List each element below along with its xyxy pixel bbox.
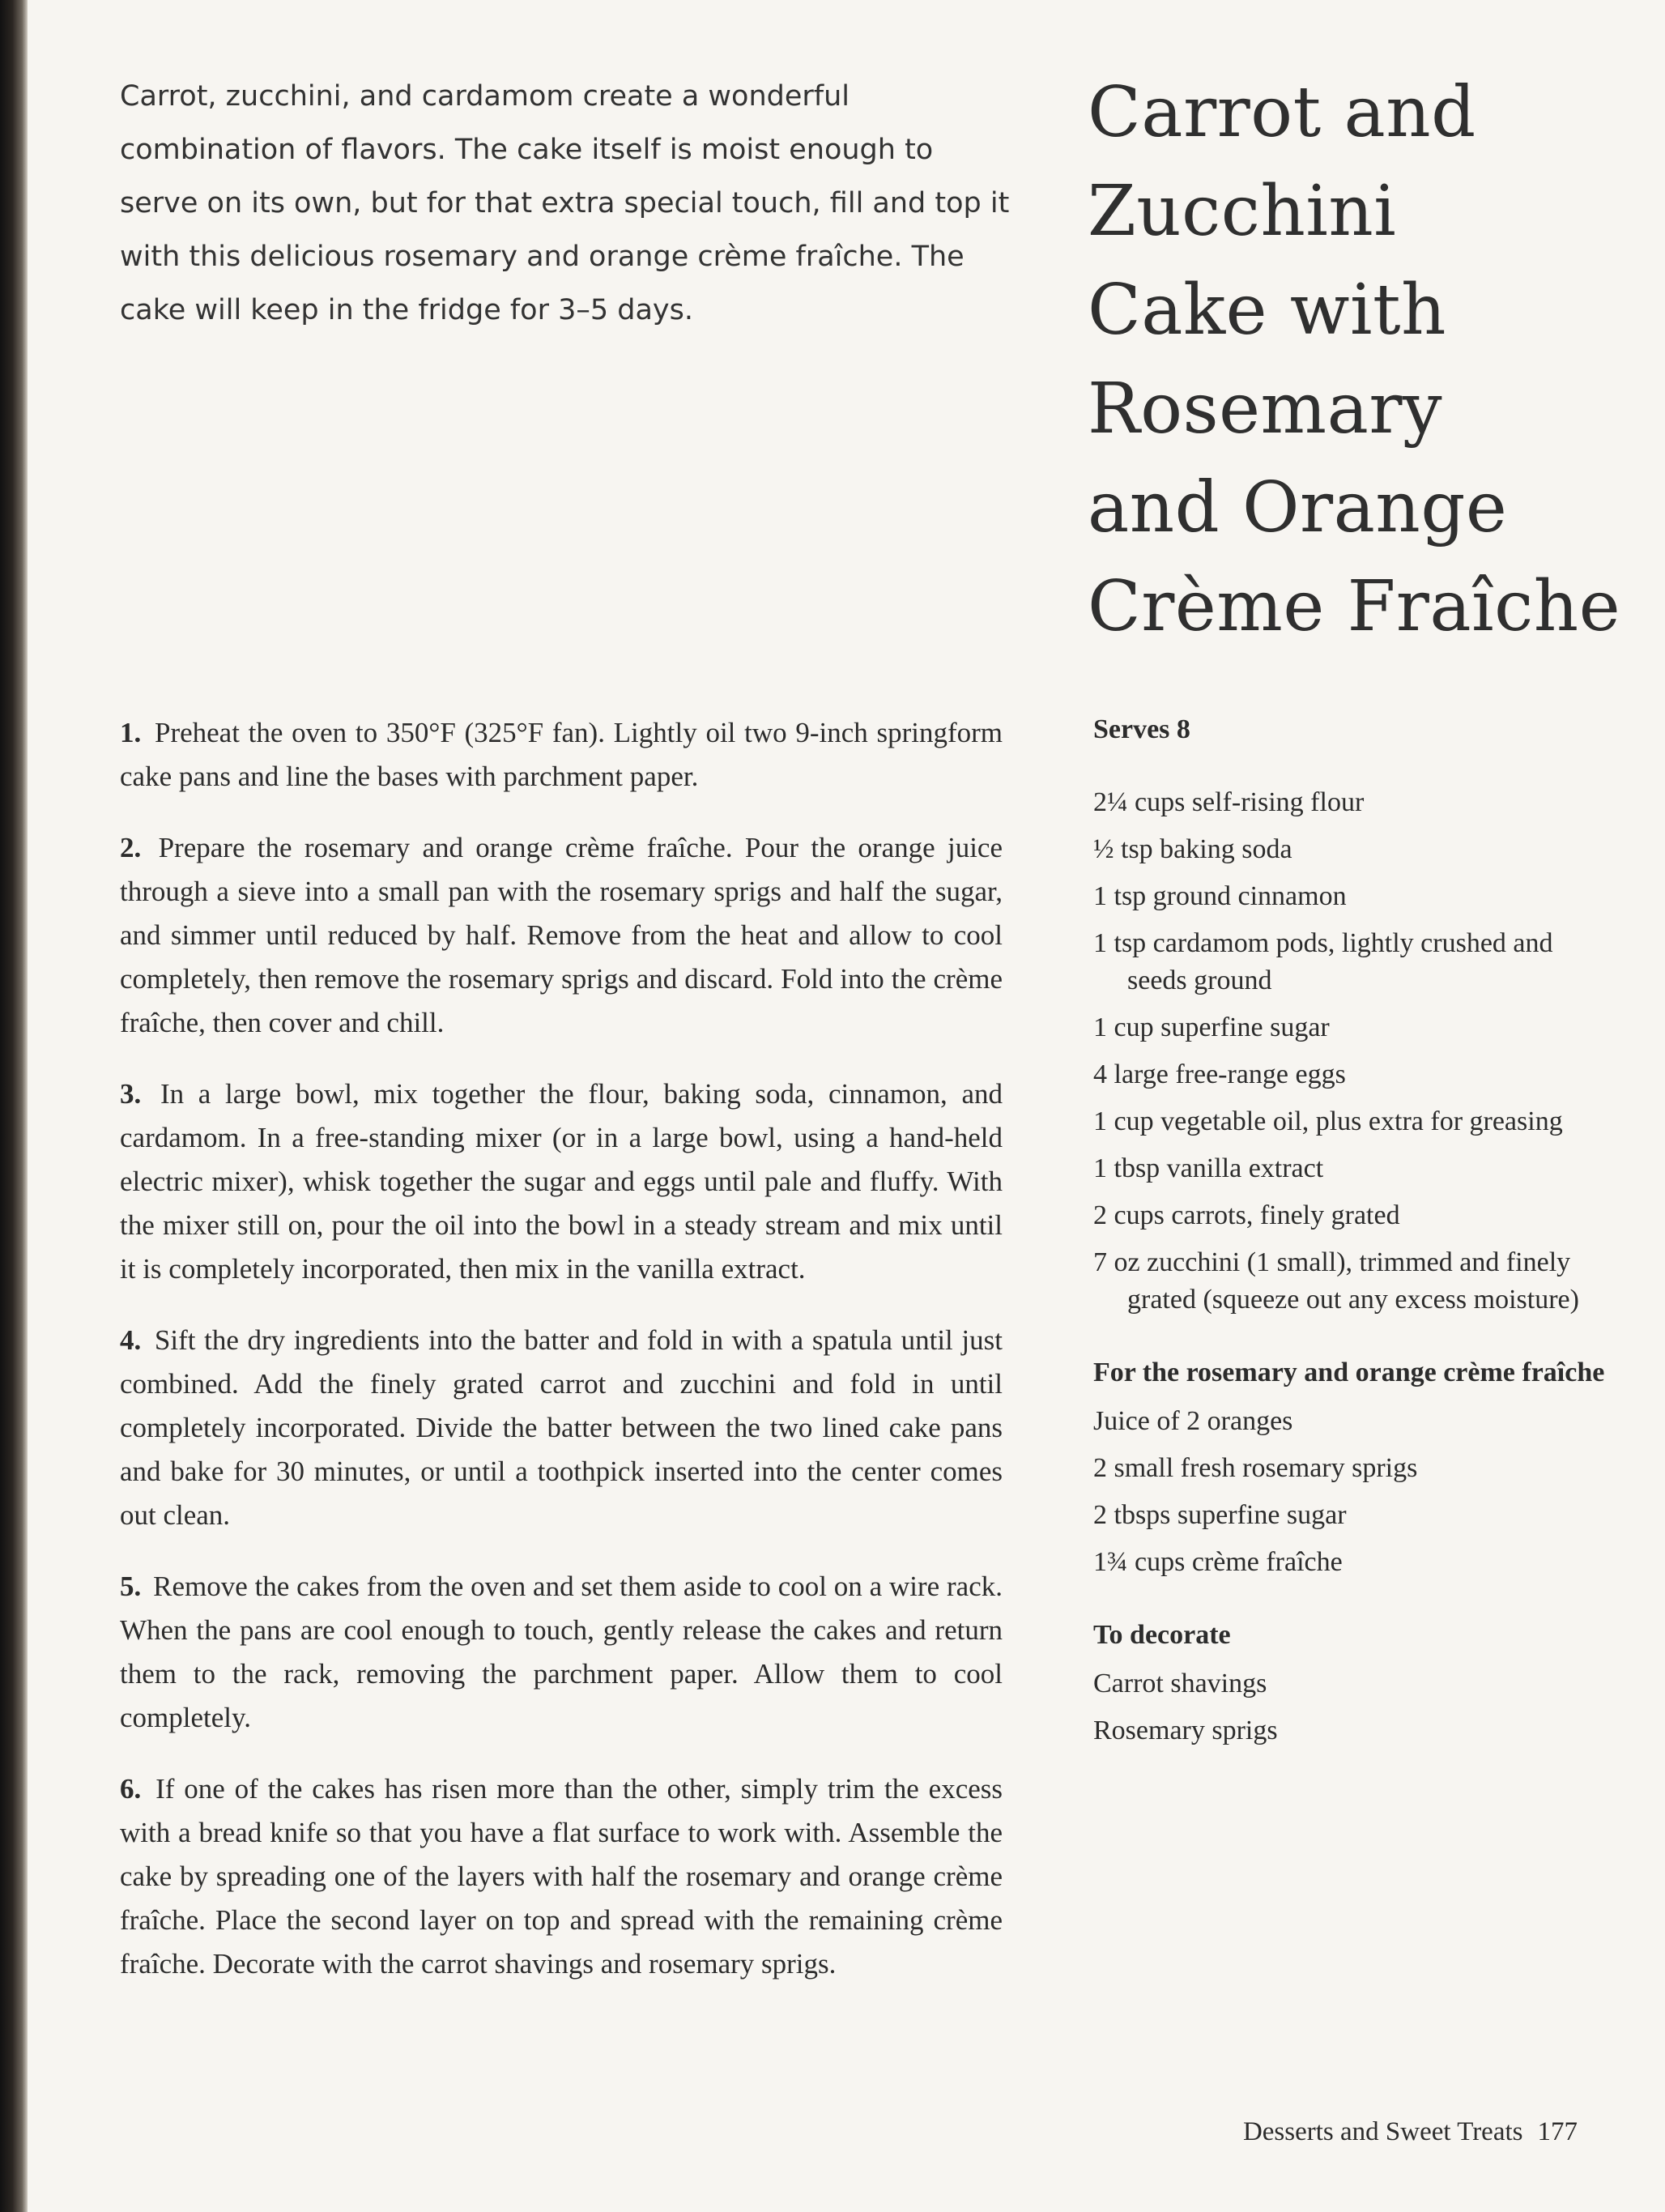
ingredient-item: 1 cup superfine sugar: [1093, 1012, 1330, 1042]
decorate-heading: To decorate: [1093, 1620, 1231, 1650]
ingredient-item: 1 tsp cardamom pods, lightly crushed and seeds ground: [1093, 928, 1553, 995]
ingredient-item: Rosemary sprigs: [1093, 1715, 1278, 1745]
title-line: Crème Fraîche: [1088, 566, 1621, 647]
ingredient-item: 1 tsp ground cinnamon: [1093, 881, 1347, 911]
page-number: 177: [1537, 2117, 1578, 2146]
step-text: If one of the cakes has risen more than the other, simply trim the excess with a bread knife so that you have a flat surface to work with. Assemble the cake by spreading one of the layers with half the rosemary and orange crème fraîche. Place the second layer on top and spread with the remaining crème fraîche. Decorate with the carrot shavings and rosemary sprigs.: [120, 1773, 1003, 1980]
step-number: 4.: [120, 1324, 142, 1356]
ingredient-item: Juice of 2 oranges: [1093, 1406, 1293, 1436]
ingredient-item: 2 cups carrots, finely grated: [1093, 1200, 1400, 1230]
method-step: [120, 711, 1003, 799]
ingredient-item: ½ tsp baking soda: [1093, 834, 1292, 864]
ingredient-item: 1¾ cups crème fraîche: [1093, 1547, 1343, 1577]
creme-fraiche-ingredient-list: [1093, 1403, 1612, 1581]
title-line: Cake with: [1088, 270, 1446, 351]
step-text: Prepare the rosemary and orange crème fraîche. Pour the orange juice through a sieve into a small pan with the rosemary sprigs and half the sugar, and simmer until reduced by half. Remove from the heat and allow to cool completely, then remove the rosemary sprigs and discard. Fold into the crème fraîche, then cover and chill.: [120, 832, 1003, 1038]
page-footer: [1243, 2117, 1578, 2147]
ingredient-item: 7 oz zucchini (1 small), trimmed and finely grated (squeeze out any excess moisture): [1093, 1247, 1579, 1315]
method-step: [120, 1767, 1003, 1986]
ingredient-item: 1 tbsp vanilla extract: [1093, 1153, 1324, 1183]
ingredients-panel: [1093, 711, 1612, 1759]
method-steps: [120, 711, 1003, 2014]
step-text: Sift the dry ingredients into the batter and fold in with a spatula until just combined. Add the finely grated carrot and zucchini and fold in until completely incorporated. Divide the batter between the two lined cake pans and bake for 30 minutes, or until a toothpick inserted into the center comes out clean.: [120, 1324, 1003, 1531]
ingredient-item: 2¼ cups self-rising flour: [1093, 787, 1365, 817]
step-number: 5.: [120, 1571, 142, 1602]
ingredient-item: 1 cup vegetable oil, plus extra for greasing: [1093, 1106, 1563, 1136]
recipe-intro: Carrot, zucchini, and cardamom create a wonderful combination of flavors. The cake itself is moist enough to serve on its own, but for that extra special touch, fill and top it with this delicious rosemary and orange crème fraîche. The cake will keep in the fridge for 3–5 days.: [120, 80, 1010, 326]
title-line: Zucchini: [1088, 171, 1397, 252]
step-text: In a large bowl, mix together the flour, baking soda, cinnamon, and cardamom. In a free-standing mixer (or in a large bowl, using a hand-held electric mixer), whisk together the sugar and eggs until pale and fluffy. With the mixer still on, pour the oil into the bowl in a steady stream and mix until it is completely incorporated, then mix in the vanilla extract.: [120, 1078, 1003, 1285]
method-step: [120, 1565, 1003, 1740]
ingredient-item: 4 large free-range eggs: [1093, 1059, 1346, 1089]
step-number: 2.: [120, 832, 142, 863]
title-line: Carrot and: [1088, 72, 1476, 153]
step-text: Remove the cakes from the oven and set them aside to cool on a wire rack. When the pans are cool enough to touch, gently release the cakes and return them to the rack, removing the parchment paper. Allow them to cool completely.: [120, 1571, 1003, 1733]
title-line: Rosemary: [1088, 369, 1443, 450]
title-line: and Orange: [1088, 467, 1508, 548]
step-number: 6.: [120, 1773, 142, 1805]
ingredient-item: 2 tbsps superfine sugar: [1093, 1500, 1347, 1530]
creme-fraiche-heading: For the rosemary and orange crème fraîche: [1093, 1357, 1605, 1387]
step-number: 1.: [120, 717, 142, 748]
section-name: Desserts and Sweet Treats: [1242, 2117, 1523, 2146]
step-text: Preheat the oven to 350°F (325°F fan). Lightly oil two 9-inch springform cake pans and line the bases with parchment paper.: [120, 717, 1003, 792]
recipe-title: [1088, 63, 1638, 656]
method-step: [120, 826, 1003, 1045]
cake-ingredient-list: [1093, 784, 1612, 1319]
method-step: [120, 1072, 1003, 1291]
step-number: 3.: [120, 1078, 142, 1110]
ingredient-item: 2 small fresh rosemary sprigs: [1093, 1453, 1418, 1483]
book-spine-shadow: [0, 0, 28, 2212]
ingredient-item: Carrot shavings: [1093, 1669, 1267, 1698]
method-step: [120, 1319, 1003, 1537]
serves-label: Serves 8: [1093, 714, 1190, 744]
decorate-ingredient-list: [1093, 1665, 1612, 1750]
